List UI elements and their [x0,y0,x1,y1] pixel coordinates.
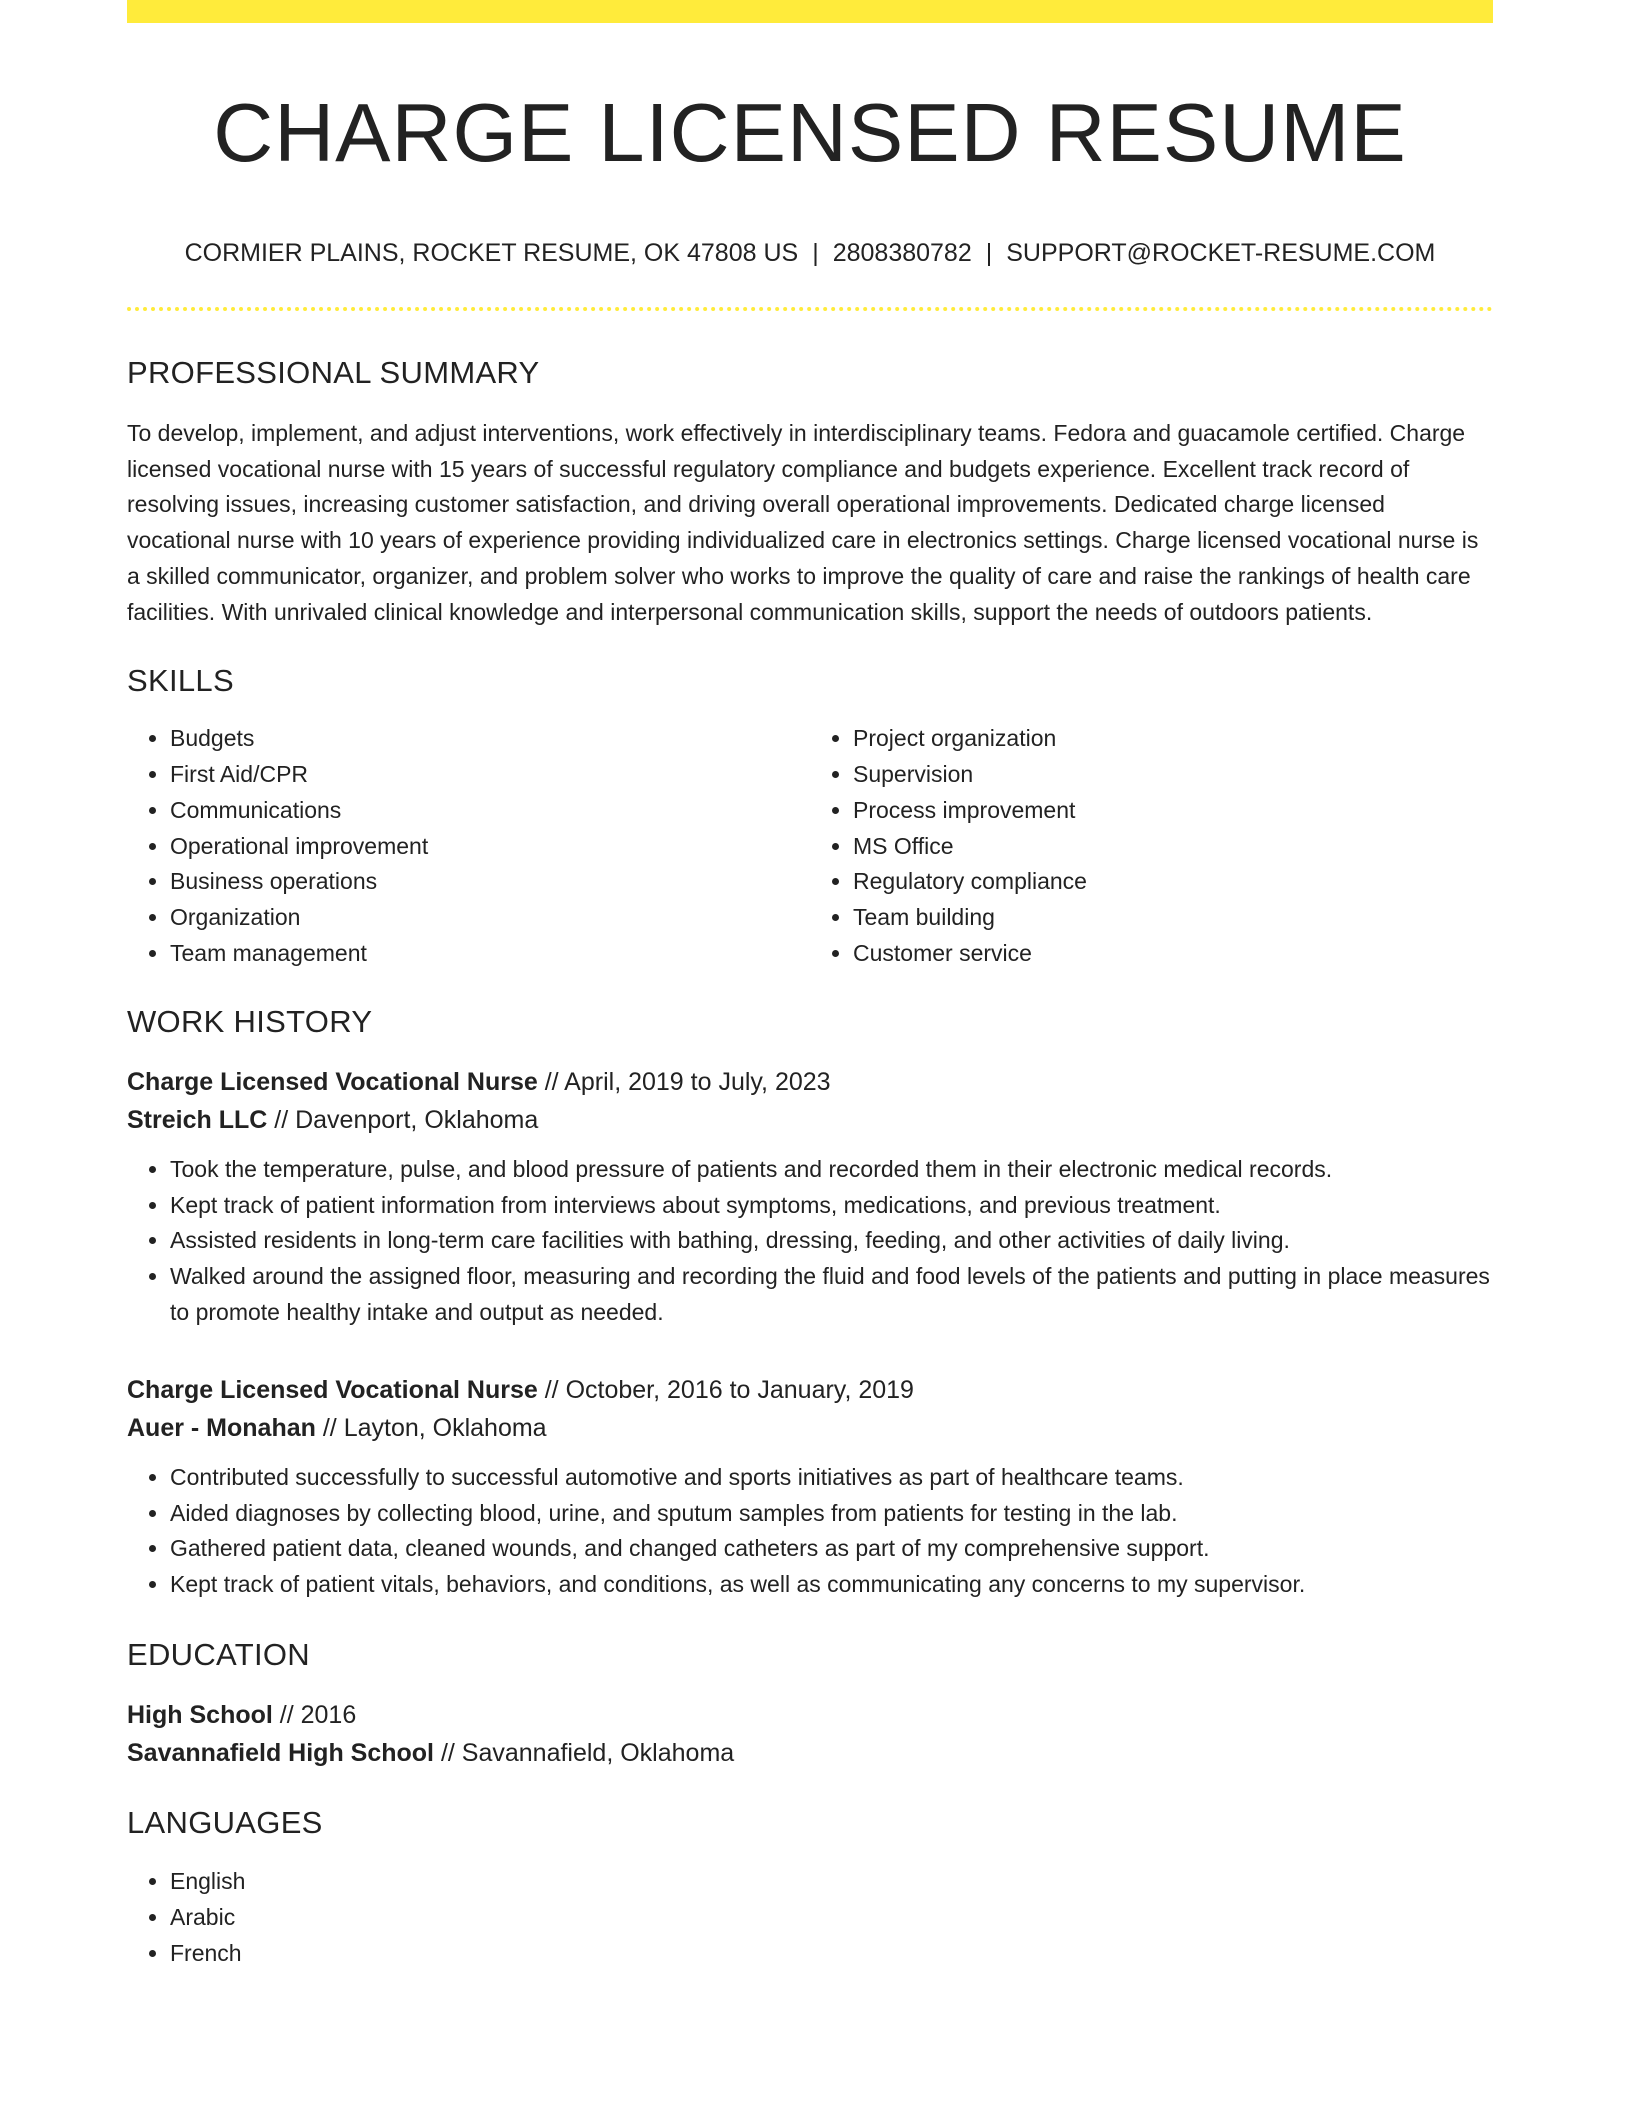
contact-line [127,237,1493,269]
skill-item: • Process improvement [853,793,1493,829]
language-item: • Arabic [170,1900,1493,1936]
summary-text: To develop, implement, and adjust interventions, work effectively in interdisciplinary teams. Fedora and guacamole certified. Charge licensed vocational nurse with 15 years of successful regulatory compliance and budgets experience. Excellent track record of resolving issues, increasing customer satisfaction, and driving overall operational improvements. Dedicated charge licensed vocational nurse with 10 years of experience providing individualized care in electronics settings. Charge licensed vocational nurse is a skilled communicator, organizer, and problem solver who works to improve the quality of care and raise the rankings of health care facilities. With unrivaled clinical knowledge and interpersonal communication skills, support the needs of outdoors patients. [127,420,1479,625]
skills-list-right [810,721,1493,972]
job-dates: // October, 2016 to January, 2019 [537,1375,914,1404]
job-dates: // April, 2019 to July, 2023 [537,1067,831,1096]
job-title: Charge Licensed Vocational Nurse [127,1067,538,1096]
education-location: // Savannafield, Oklahoma [434,1738,735,1767]
job-entry [127,1371,1493,1603]
resume-title: CHARGE LICENSED RESUME [213,86,1407,179]
job-duty: • Contributed successfully to successful automotive and sports initiatives as part of healthcare teams. [170,1460,1493,1496]
skill-item: • Team building [853,900,1493,936]
education-degree-line [127,1696,1493,1734]
skills-heading: SKILLS [127,663,234,699]
skill-item: • Operational improvement [170,829,810,865]
skill-item: • MS Office [853,829,1493,865]
job-duty: • Assisted residents in long-term care facilities with bathing, dressing, feeding, and other activities of daily living. [170,1223,1493,1259]
skill-item: • First Aid/CPR [170,757,810,793]
skill-item: • Communications [170,793,810,829]
contact-email: SUPPORT@ROCKET-RESUME.COM [1006,239,1436,267]
skill-item: • Team management [170,936,810,972]
skills-list-left [127,721,810,972]
dotted-divider [127,307,1493,311]
skill-item: • Project organization [853,721,1493,757]
job-title-line [127,1371,1493,1409]
contact-separator: | [812,239,819,267]
summary-heading: PROFESSIONAL SUMMARY [127,355,540,390]
skill-item: • Organization [170,900,810,936]
resume-content [127,23,1493,1971]
languages-list [127,1864,1493,1971]
job-location: // Layton, Oklahoma [315,1413,547,1442]
education-school-line [127,1734,1493,1772]
education-heading: EDUCATION [127,1636,310,1672]
work-history-heading: WORK HISTORY [127,1003,373,1039]
job-location: // Davenport, Oklahoma [267,1105,539,1134]
languages-heading: LANGUAGES [127,1804,323,1840]
job-entry [127,1063,1493,1331]
language-item: • English [170,1864,1493,1900]
job-duty: • Kept track of patient information from interviews about symptoms, medications, and previous treatment. [170,1188,1493,1224]
language-item: • French [170,1936,1493,1972]
skill-item: • Customer service [853,936,1493,972]
accent-bar [127,0,1493,23]
contact-separator: | [985,239,993,267]
job-duty: • Kept track of patient vitals, behaviors, and conditions, as well as communicating any concerns to my supervisor. [170,1567,1493,1603]
job-duty: • Gathered patient data, cleaned wounds, and changed catheters as part of my comprehensive support. [170,1531,1493,1567]
skill-item: • Regulatory compliance [853,864,1493,900]
skill-item: • Supervision [853,757,1493,793]
education-year: // 2016 [272,1700,357,1729]
job-company: Auer - Monahan [127,1413,316,1442]
skill-item: • Budgets [170,721,810,757]
skills-columns [127,721,1493,972]
job-duty: • Walked around the assigned floor, measuring and recording the fluid and food levels of the patients and putting in place measures to promote healthy intake and output as needed. [170,1259,1493,1331]
job-company-line [127,1409,1493,1447]
skill-item: • Business operations [170,864,810,900]
contact-phone: 2808380782 [832,239,972,267]
education-degree: High School [127,1700,273,1729]
job-duties-list [127,1460,1493,1603]
job-title: Charge Licensed Vocational Nurse [127,1375,538,1404]
job-title-line [127,1063,1493,1101]
education-entry [127,1696,1493,1772]
contact-address: CORMIER PLAINS, ROCKET RESUME, OK 47808 US [184,239,799,267]
job-company: Streich LLC [127,1105,268,1134]
education-school: Savannafield High School [127,1738,434,1767]
job-company-line [127,1101,1493,1139]
job-duty: • Took the temperature, pulse, and blood pressure of patients and recorded them in their electronic medical records. [170,1152,1493,1188]
job-duties-list [127,1152,1493,1331]
job-duty: • Aided diagnoses by collecting blood, urine, and sputum samples from patients for testing in the lab. [170,1496,1493,1532]
